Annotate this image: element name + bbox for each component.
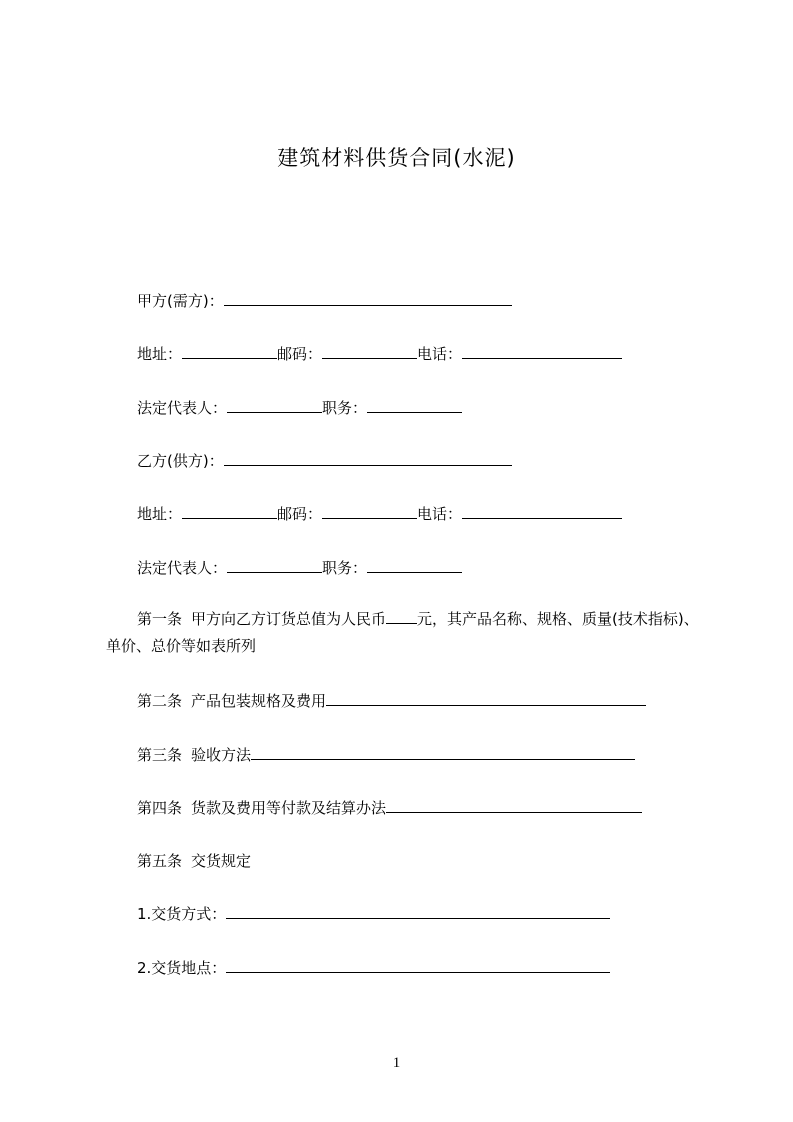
article-1-amount-blank — [386, 609, 417, 624]
party-b-name-row — [137, 451, 512, 471]
party-b-address-label: 地址： — [137, 505, 183, 523]
party-b-rep-label: 法定代表人： — [137, 559, 228, 577]
party-b-name-blank — [224, 451, 512, 466]
article-1-paragraph — [106, 606, 706, 660]
delivery-location-row — [137, 958, 610, 978]
article-1-title: 第一条 — [137, 610, 183, 628]
delivery-method-row — [137, 904, 610, 924]
page-title: 建筑材料供货合同(水泥) — [277, 146, 516, 170]
article-3-text: 验收方法 — [191, 746, 252, 764]
party-b-postcode-label: 邮码： — [277, 505, 323, 523]
article-3-blank — [251, 745, 635, 760]
article-4-blank — [386, 798, 642, 813]
article-4-row — [137, 798, 642, 818]
article-2-row — [137, 691, 646, 711]
article-3-title: 第三条 — [137, 746, 183, 764]
party-b-rep-blank — [227, 558, 322, 573]
delivery-method-label: 1.交货方式： — [137, 905, 227, 923]
party-a-position-blank — [367, 398, 462, 413]
article-4-title: 第四条 — [137, 799, 183, 817]
party-a-name-blank — [224, 291, 512, 306]
party-a-contact-row — [137, 344, 622, 364]
party-a-address-label: 地址： — [137, 345, 183, 363]
party-a-rep-row — [137, 398, 462, 418]
party-a-postcode-label: 邮码： — [277, 345, 323, 363]
party-b-position-blank — [367, 558, 462, 573]
party-a-address-blank — [182, 344, 277, 359]
party-a-postcode-blank — [322, 344, 417, 359]
article-2-text: 产品包装规格及费用 — [191, 692, 327, 710]
article-2-title: 第二条 — [137, 692, 183, 710]
delivery-location-label: 2.交货地点： — [137, 959, 227, 977]
party-a-rep-blank — [227, 398, 322, 413]
party-b-position-label: 职务： — [322, 559, 368, 577]
article-1-text-part2: 元，其产品名称、规格、质量(技术指标)、单价、总价等如表所列 — [106, 610, 699, 655]
article-1-text-part1: 甲方向乙方订货总值为人民币 — [191, 610, 387, 628]
party-b-rep-row — [137, 558, 462, 578]
article-4-text: 货款及费用等付款及结算办法 — [191, 799, 387, 817]
party-b-name-label: 乙方(供方)： — [137, 452, 224, 470]
party-a-name-label: 甲方(需方)： — [137, 292, 224, 310]
article-2-blank — [326, 691, 646, 706]
party-a-phone-blank — [462, 344, 622, 359]
party-b-phone-label: 电话： — [417, 505, 463, 523]
party-a-phone-label: 电话： — [417, 345, 463, 363]
party-b-postcode-blank — [322, 504, 417, 519]
article-3-row — [137, 745, 635, 765]
party-a-position-label: 职务： — [322, 399, 368, 417]
party-b-phone-blank — [462, 504, 622, 519]
article-5-row — [137, 851, 251, 871]
party-a-rep-label: 法定代表人： — [137, 399, 228, 417]
delivery-method-blank — [226, 904, 610, 919]
delivery-location-blank — [226, 958, 610, 973]
page-number: 1 — [392, 1055, 401, 1071]
party-b-contact-row — [137, 504, 622, 524]
article-5-title: 第五条 — [137, 852, 183, 870]
party-b-address-blank — [182, 504, 277, 519]
party-a-name-row — [137, 291, 512, 311]
article-5-text: 交货规定 — [191, 852, 252, 870]
